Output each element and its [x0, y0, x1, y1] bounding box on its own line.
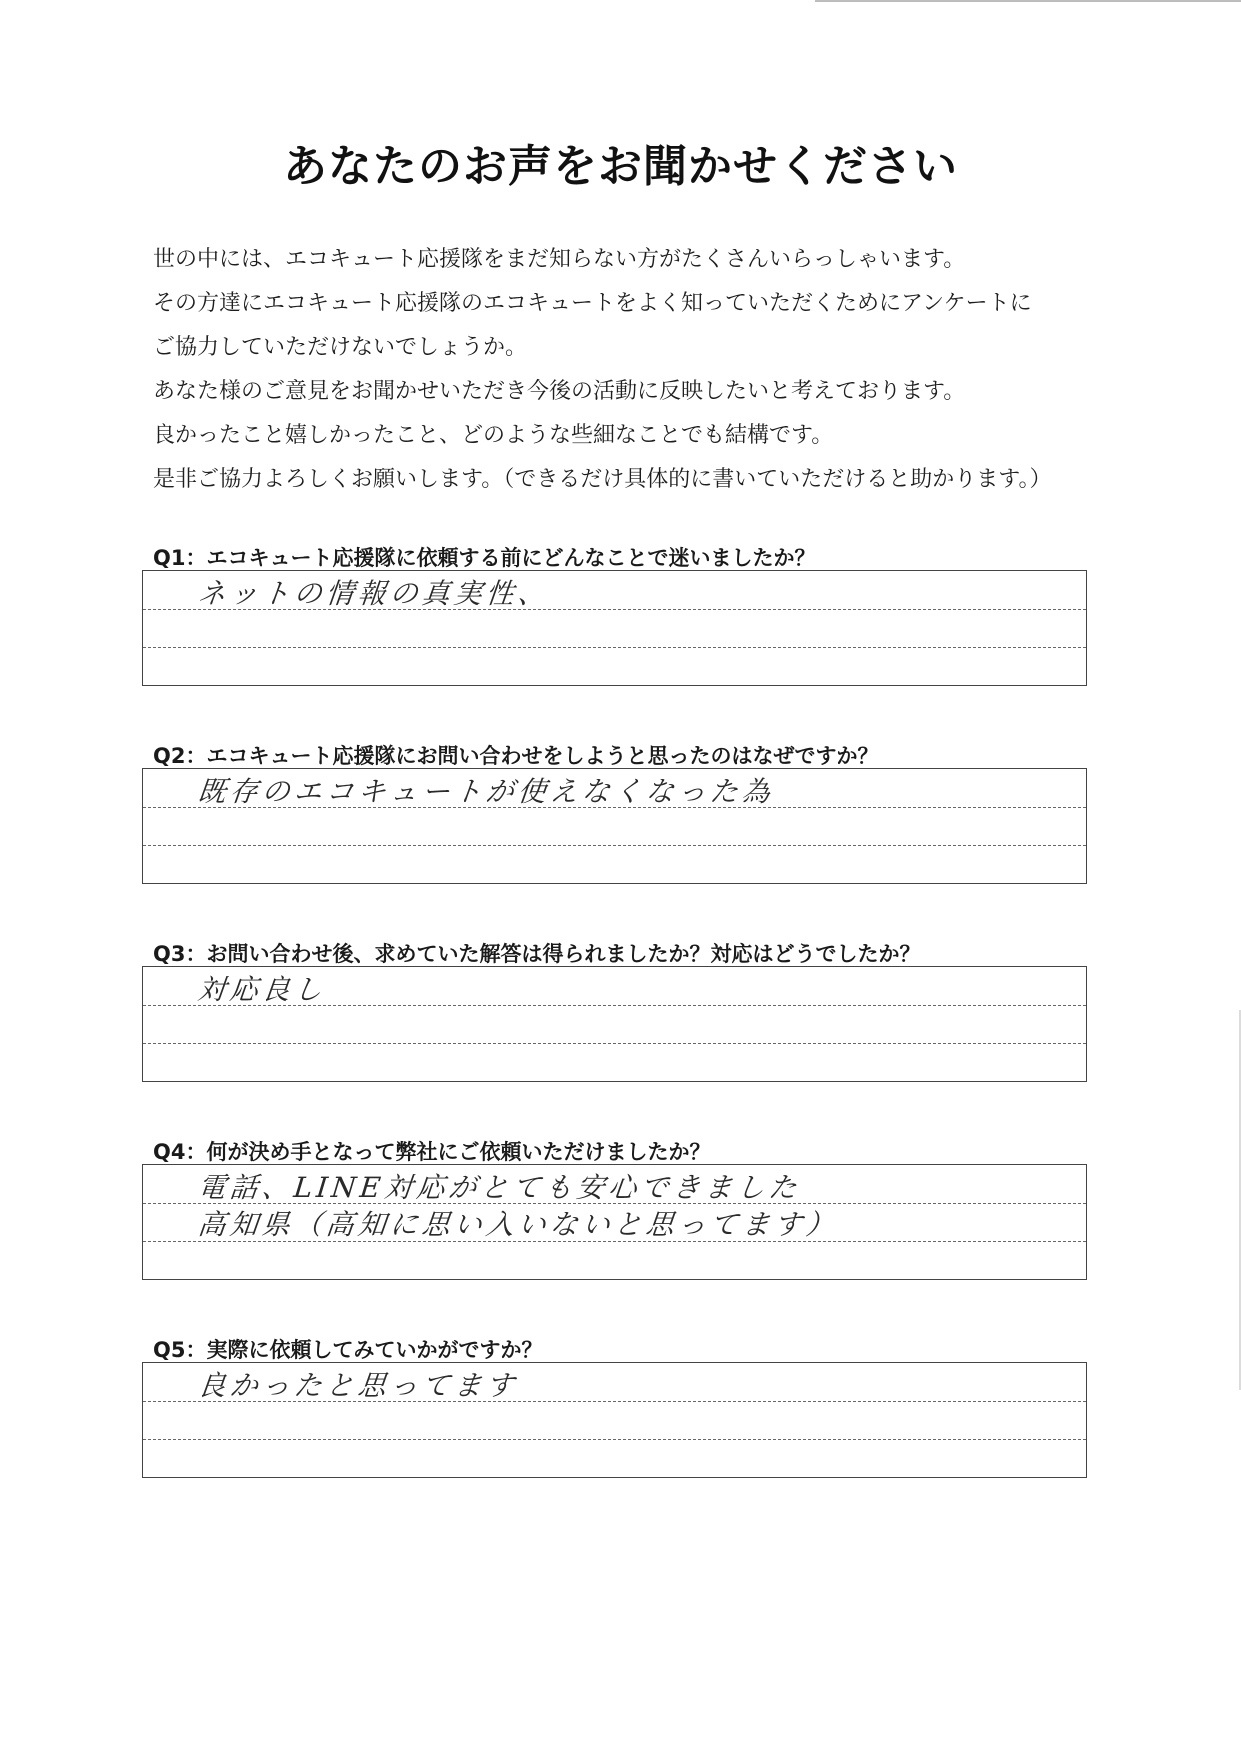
- intro-line: 世の中には、エコキュート応援隊をまだ知らない方がたくさんいらっしゃいます。: [153, 247, 966, 272]
- question-label: Q3：お問い合わせ後、求めていた解答は得られましたか？対応はどうでしたか？: [153, 942, 921, 966]
- answer-box[interactable]: [142, 966, 1087, 1082]
- answer-box[interactable]: [142, 768, 1087, 884]
- intro-line: その方達にエコキュート応援隊のエコキュートをよく知っていただくためにアンケートに: [153, 291, 1032, 316]
- answer-rule-line: [143, 647, 1086, 648]
- scan-edge-mark: [815, 0, 1241, 2]
- answer-rule-line: [143, 845, 1086, 846]
- answer-rule-line: [143, 1043, 1086, 1044]
- handwritten-answer: ネットの情報の真実性、: [196, 577, 552, 610]
- handwritten-answer: 電話、LINE対応がとても安心できました: [196, 1171, 803, 1204]
- question-label: Q2：エコキュート応援隊にお問い合わせをしようと思ったのはなぜですか？: [153, 744, 879, 768]
- intro-line: 是非ご協力よろしくお願いします。（できるだけ具体的に書いていただけると助かります。）: [153, 467, 1052, 492]
- answer-box[interactable]: [142, 1362, 1087, 1478]
- intro-line: あなた様のご意見をお聞かせいただき今後の活動に反映したいと考えております。: [153, 379, 966, 404]
- question-label: Q4：何が決め手となって弊社にご依頼いただけましたか？: [153, 1140, 711, 1164]
- handwritten-answer: 既存のエコキュートが使えなくなった為: [196, 775, 776, 808]
- intro-line: ご協力していただけないでしょうか。: [153, 335, 528, 360]
- answer-box[interactable]: [142, 1164, 1087, 1280]
- handwritten-answer: 良かったと思ってます: [196, 1369, 520, 1402]
- handwritten-answer: 対応良し: [196, 973, 328, 1006]
- intro-text: [153, 242, 1113, 506]
- handwritten-answer: 高知県（高知に思い入いないと思ってます）: [196, 1208, 840, 1241]
- intro-line: 良かったこと嬉しかったこと、どのような些細なことでも結構です。: [153, 423, 834, 448]
- answer-rule-line: [143, 1439, 1086, 1440]
- answer-box[interactable]: [142, 570, 1087, 686]
- question-label: Q1：エコキュート応援隊に依頼する前にどんなことで迷いましたか？: [153, 546, 816, 570]
- page-title: あなたのお声をお聞かせください: [283, 141, 958, 192]
- question-label: Q5：実際に依頼してみていかがですか？: [153, 1338, 543, 1362]
